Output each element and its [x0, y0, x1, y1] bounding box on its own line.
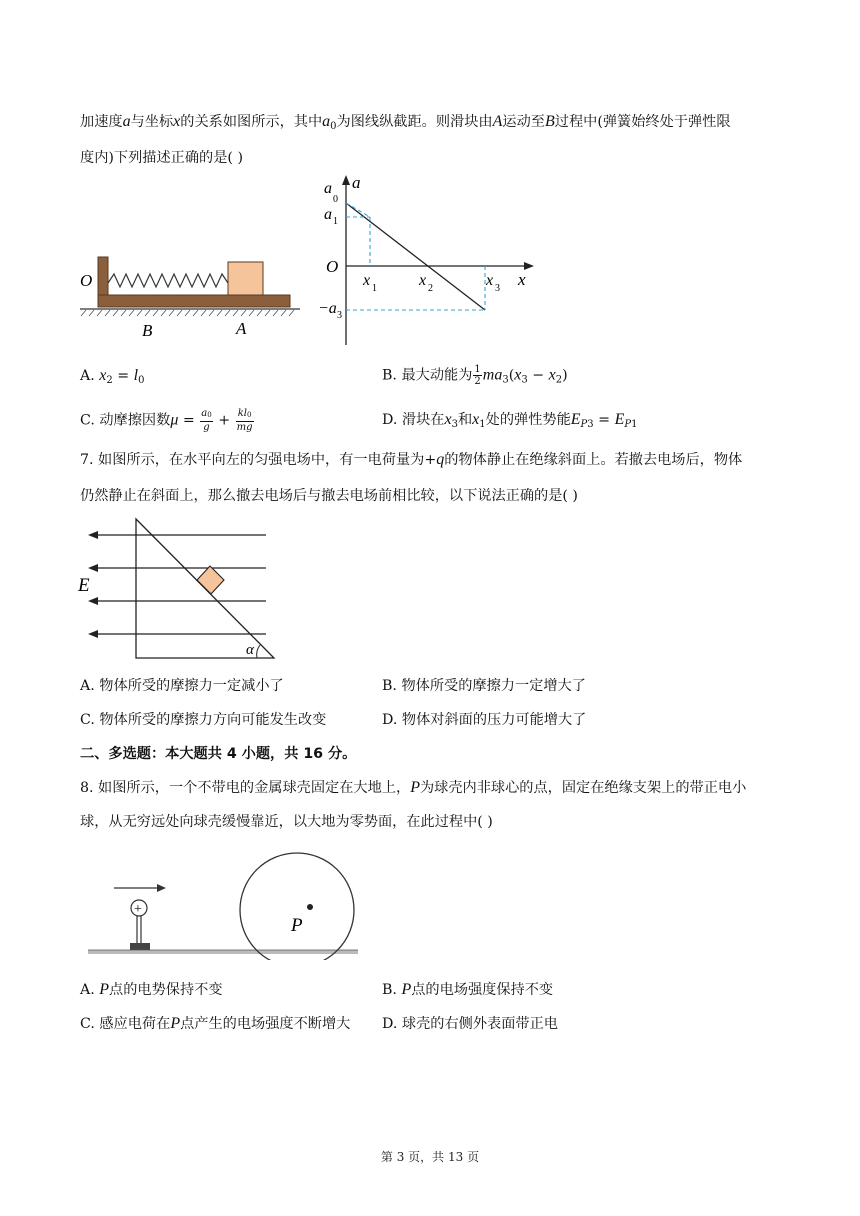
q7-option-c[interactable]: C. 物体所受的摩擦力方向可能发生改变	[80, 712, 327, 728]
stand-base	[130, 943, 150, 950]
q7-option-a[interactable]: A. 物体所受的摩擦力一定减小了	[80, 678, 284, 694]
label-e: E	[78, 575, 90, 596]
q8-option-d[interactable]: D. 球壳的右侧外表面带正电	[382, 1016, 558, 1032]
label-x3: x	[486, 272, 494, 289]
q6-option-a[interactable]: A. $x_2 = l_0$	[80, 367, 145, 386]
label-origin: O	[326, 257, 339, 276]
q7-option-d[interactable]: D. 物体对斜面的压力可能增大了	[382, 712, 587, 728]
label-x2-sub: 2	[428, 283, 433, 294]
label-x2: x	[419, 272, 427, 289]
label-alpha: α	[246, 642, 254, 658]
metal-shell	[240, 853, 354, 960]
spring	[108, 274, 228, 287]
q7-option-b[interactable]: B. 物体所受的摩擦力一定增大了	[382, 678, 586, 694]
label-x3-sub: 3	[495, 283, 500, 294]
q7-line1: 7. 如图所示，在水平向左的匀强电场中，有一电荷量为+q的物体静止在绝缘斜面上。若撤去电场后，物体	[80, 451, 743, 468]
acceleration-graph	[318, 173, 540, 349]
block-a	[228, 262, 263, 295]
q8-option-a[interactable]: A. P点的电势保持不变	[80, 981, 223, 998]
q8-line2: 球，从无穷远处向球壳缓慢靠近，以大地为零势面，在此过程中( )	[80, 814, 493, 830]
q6-option-b[interactable]: B. 最大动能为 $\frac{1}{2}$ $ma_3(x_3 - x_2)$	[382, 364, 568, 387]
label-a1-sub: 1	[333, 216, 338, 227]
metal-shell-figure	[86, 848, 364, 960]
q6-option-d[interactable]: D. 滑块在$x_3$和$x_1$处的弹性势能$E_{P3} = E_{P1}$	[382, 411, 638, 430]
label-a1: a	[324, 206, 332, 223]
graph-line	[346, 203, 485, 310]
label-x-axis: x	[518, 270, 526, 289]
label-a0: a	[324, 180, 332, 197]
q6-intro-line2: 度内)下列描述正确的是( )	[80, 150, 243, 166]
label-p: P	[291, 915, 303, 936]
label-a0-sub: 0	[333, 194, 338, 205]
label-b: B	[142, 321, 153, 340]
page-footer: 第 3 页，共 13 页	[380, 1150, 480, 1164]
label-x1: x	[363, 272, 371, 289]
label-x1-sub: 1	[372, 283, 377, 294]
label-neg-a3: −a	[318, 300, 337, 317]
q8-line1: 8. 如图所示，一个不带电的金属球壳固定在大地上，P为球壳内非球心的点，固定在绝缘支架上的带正电小	[80, 779, 747, 796]
q7-line2: 仍然静止在斜面上，那么撤去电场后与撤去电场前相比较，以下说法正确的是( )	[80, 488, 578, 504]
label-a-axis: a	[352, 173, 361, 192]
label-a: A	[236, 319, 247, 338]
q8-option-b[interactable]: B. P点的电场强度保持不变	[382, 981, 554, 998]
q6-intro-line1: 加速度a与坐标x的关系如图所示，其中$a_0$为图线纵截距。则滑块由A运动至B过程中(弹簧始终处于弹性限	[80, 113, 731, 132]
label-o-wall: O	[80, 271, 93, 290]
q8-option-c[interactable]: C. 感应电荷在P点产生的电场强度不断增大	[80, 1015, 351, 1032]
label-neg-a3-sub: 3	[337, 310, 342, 321]
spring-block-figure	[78, 250, 308, 345]
q6-option-c[interactable]: C. 动摩擦因数μ = $\frac{a_0}{g}$ + $\frac{kl_0}{mg}$	[80, 408, 253, 433]
point-p	[307, 904, 313, 910]
section-heading: 二、多选题：本大题共 4 小题，共 16 分。	[80, 746, 357, 762]
electric-field-incline-figure	[76, 514, 280, 662]
base-board	[98, 295, 290, 307]
svg-text:a	[324, 180, 332, 197]
label-plus: +	[134, 902, 142, 917]
